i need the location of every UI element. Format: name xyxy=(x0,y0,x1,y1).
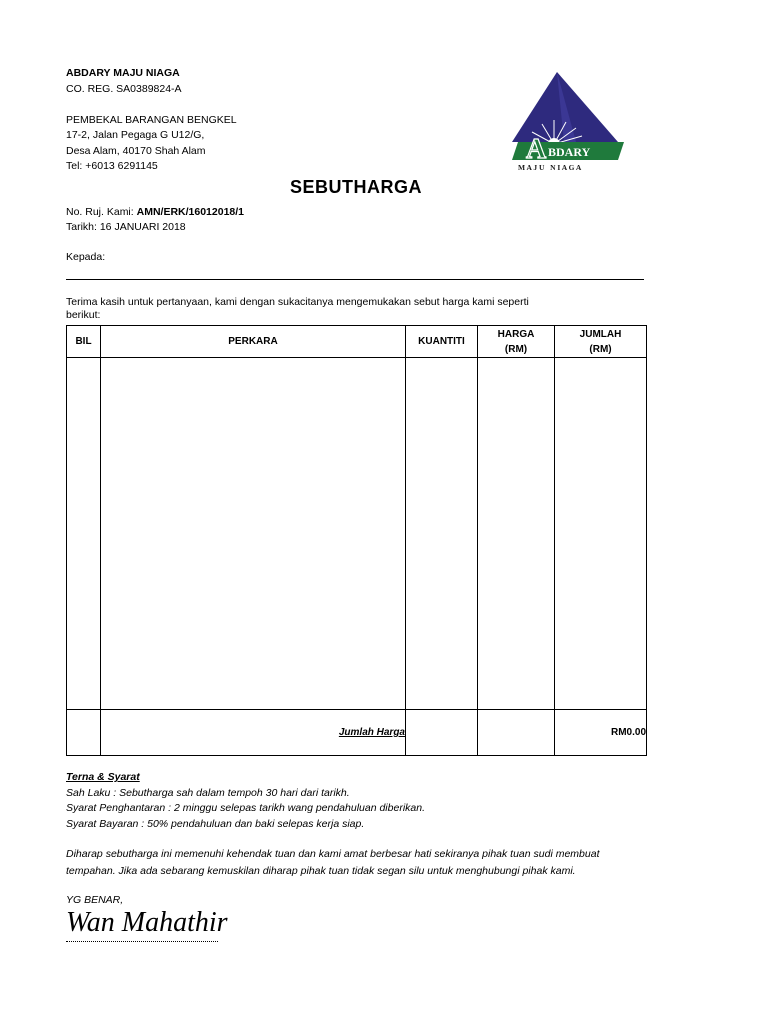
header-harga-line1: HARGA xyxy=(497,328,535,340)
document-meta xyxy=(66,206,244,236)
reference-value: AMN/ERK/16012018/1 xyxy=(136,206,244,218)
terms-heading: Terna & Syarat xyxy=(66,771,140,783)
header-harga-line2: (RM) xyxy=(504,343,528,355)
table-body-row xyxy=(67,358,647,710)
company-address-2: Desa Alam, 40170 Shah Alam xyxy=(66,144,206,157)
header-perkara: PERKARA xyxy=(101,326,406,358)
total-cell-bil xyxy=(67,710,101,756)
intro-text: Terima kasih untuk pertanyaan, kami dengan sukacitanya mengemukakan sebut harga kami seperti berikut: xyxy=(66,296,529,321)
total-cell-kuantiti xyxy=(406,710,478,756)
logo-tagline: M A J U N I A G A xyxy=(518,163,582,172)
cell-kuantiti xyxy=(406,358,478,710)
recipient-label: Kepada: xyxy=(66,251,106,263)
page-title: SEBUTHARGA xyxy=(289,177,422,197)
header-jumlah xyxy=(555,326,647,358)
company-name: ABDARY MAJU NIAGA xyxy=(66,67,180,79)
regards-text: YG BENAR, xyxy=(66,894,124,906)
header-jumlah-line1: JUMLAH xyxy=(579,328,622,340)
document-date: Tarikh: 16 JANUARI 2018 xyxy=(66,221,186,233)
total-value: RM0.00 xyxy=(555,710,647,756)
company-reg: CO. REG. SA0389824-A xyxy=(66,82,182,95)
divider-line xyxy=(66,279,644,280)
company-address-1: 17-2, Jalan Pegaga G U12/G, xyxy=(66,129,205,141)
quotation-table xyxy=(66,325,647,756)
company-tel: Tel: +6013 6291145 xyxy=(66,160,158,172)
logo-graphic xyxy=(504,70,632,174)
terms-line-validity: Sah Laku : Sebutharga sah dalam tempoh 30 hari dari tarikh. xyxy=(66,786,350,799)
table-total-row xyxy=(67,710,647,756)
logo-word: BDARY xyxy=(548,145,591,159)
total-cell-harga xyxy=(478,710,555,756)
reference-label: No. Ruj. Kami: xyxy=(66,206,137,218)
cell-perkara xyxy=(101,358,406,710)
cell-harga xyxy=(478,358,555,710)
terms-line-delivery: Syarat Penghantaran : 2 minggu selepas tarikh wang pendahuluan diberikan. xyxy=(66,802,425,815)
closing-line-1: Diharap sebutharga ini memenuhi kehendak tuan dan kami amat berbesar hati sekiranya pihak tuan sudi membuat xyxy=(66,848,600,860)
logo-letter: A xyxy=(526,134,547,165)
header-bil: BIL xyxy=(67,326,101,358)
company-logo xyxy=(504,70,632,174)
closing-line-2: tempahan. Jika ada sebarang kemuskilan diharap pihak tuan tidak segan silu untuk menghubungi pihak kami. xyxy=(66,865,576,877)
signature: Wan Mahathir xyxy=(66,907,228,938)
signature-line xyxy=(66,941,218,942)
company-block xyxy=(66,67,237,176)
header-jumlah-line2: (RM) xyxy=(589,343,612,355)
terms-block xyxy=(66,771,425,834)
company-business: PEMBEKAL BARANGAN BENGKEL xyxy=(66,113,237,126)
closing-block xyxy=(66,848,599,882)
header-kuantiti: KUANTITI xyxy=(406,326,478,358)
cell-jumlah xyxy=(555,358,647,710)
cell-bil xyxy=(67,358,101,710)
reference-line xyxy=(66,206,244,221)
total-label: Jumlah Harga xyxy=(101,710,406,756)
spacer xyxy=(66,98,237,114)
table-header-row xyxy=(67,326,647,358)
terms-line-payment: Syarat Bayaran : 50% pendahuluan dan baki selepas kerja siap. xyxy=(66,818,365,831)
header-harga xyxy=(478,326,555,358)
